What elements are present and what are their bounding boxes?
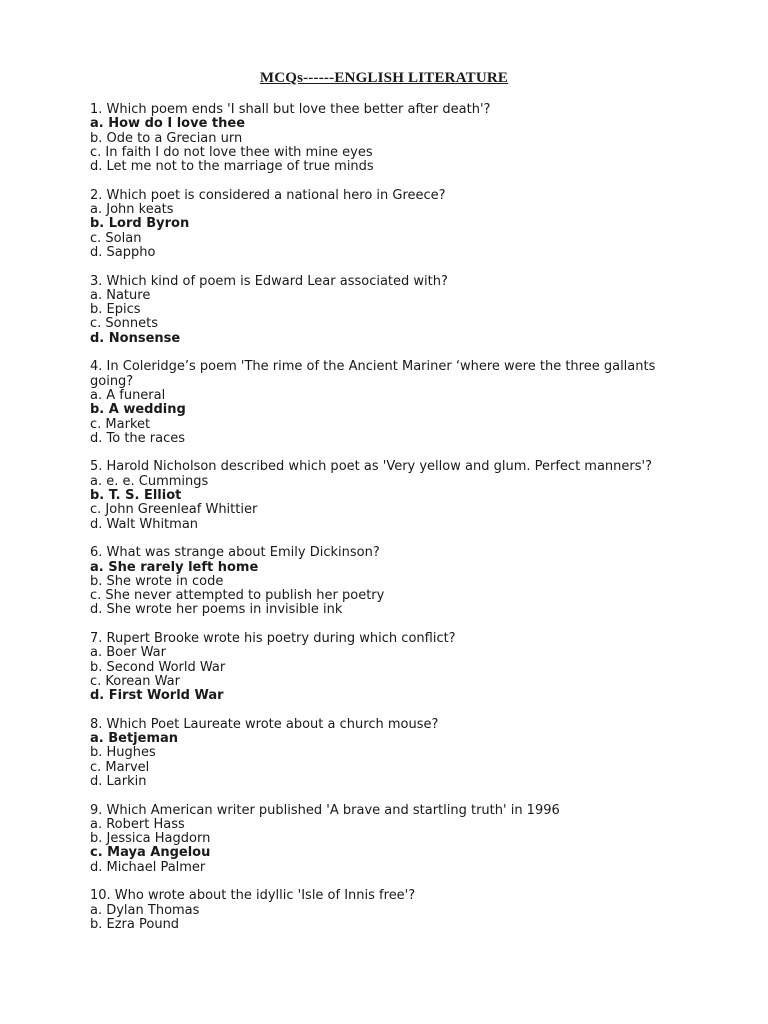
correct-answer-option: c. Maya Angelou bbox=[90, 845, 211, 861]
answer-option: c. Sonnets bbox=[90, 316, 158, 332]
answer-option: c. Marvel bbox=[90, 759, 150, 775]
question-text: 6. What was strange about Emily Dickinson? bbox=[90, 545, 380, 561]
question-text: 2. Which poet is considered a national hero in Greece? bbox=[90, 187, 446, 203]
question-text: 4. In Coleridge’s poem 'The rime of the Ancient Mariner ‘where were the three gallants going? bbox=[90, 359, 656, 389]
answer-option: b. Hughes bbox=[90, 745, 156, 761]
question-block bbox=[90, 889, 678, 932]
question-text: 3. Which kind of poem is Edward Lear associated with? bbox=[90, 273, 448, 289]
question-block bbox=[90, 632, 678, 703]
question-block bbox=[90, 804, 678, 875]
answer-option: a. A funeral bbox=[90, 387, 166, 403]
question-block bbox=[90, 103, 678, 174]
correct-answer-option: d. Nonsense bbox=[90, 330, 181, 346]
answer-option: b. Jessica Hagdorn bbox=[90, 831, 211, 847]
question-text: 1. Which poem ends 'I shall but love thee better after death'? bbox=[90, 102, 491, 117]
answer-option: c. She never attempted to publish her poetry bbox=[90, 588, 385, 604]
answer-option: c. John Greenleaf Whittier bbox=[90, 502, 258, 518]
answer-option: d. Let me not to the marriage of true minds bbox=[90, 159, 374, 175]
document-title: MCQs------ENGLISH LITERATURE bbox=[259, 70, 509, 86]
question-text: 5. Harold Nicholson described which poet as 'Very yellow and glum. Perfect manners'? bbox=[90, 459, 652, 475]
answer-option: b. She wrote in code bbox=[90, 573, 224, 589]
answer-option: c. In faith I do not love thee with mine eyes bbox=[90, 144, 373, 160]
answer-option: b. Ode to a Grecian urn bbox=[90, 130, 243, 146]
answer-option: a. Robert Hass bbox=[90, 816, 185, 832]
answer-option: d. Sappho bbox=[90, 244, 156, 260]
question-block bbox=[90, 360, 678, 446]
answer-option: c. Korean War bbox=[90, 673, 180, 689]
answer-option: d. Michael Palmer bbox=[90, 859, 206, 875]
correct-answer-option: a. Betjeman bbox=[90, 731, 179, 747]
question-text: 9. Which American writer published 'A brave and startling truth' in 1996 bbox=[90, 802, 560, 818]
correct-answer-option: b. Lord Byron bbox=[90, 216, 190, 232]
answer-option: b. Epics bbox=[90, 302, 141, 318]
answer-option: d. Walt Whitman bbox=[90, 516, 199, 532]
answer-option: a. e. e. Cummings bbox=[90, 473, 209, 489]
answer-option: b. Ezra Pound bbox=[90, 916, 180, 932]
answer-option: c. Market bbox=[90, 416, 151, 432]
answer-option: a. Dylan Thomas bbox=[90, 902, 200, 918]
correct-answer-option: d. First World War bbox=[90, 688, 224, 704]
question-block bbox=[90, 718, 678, 789]
question-block bbox=[90, 189, 678, 260]
correct-answer-option: a. How do I love thee bbox=[90, 116, 246, 132]
answer-option: d. She wrote her poems in invisible ink bbox=[90, 602, 343, 618]
answer-option: a. Nature bbox=[90, 287, 151, 303]
question-block bbox=[90, 275, 678, 346]
question-block bbox=[90, 546, 678, 617]
correct-answer-option: b. A wedding bbox=[90, 402, 186, 418]
answer-option: d. Larkin bbox=[90, 773, 147, 789]
answer-option: b. Second World War bbox=[90, 659, 226, 675]
correct-answer-option: b. T. S. Elliot bbox=[90, 488, 182, 504]
correct-answer-option: a. She rarely left home bbox=[90, 559, 259, 575]
question-text: 8. Which Poet Laureate wrote about a church mouse? bbox=[90, 716, 439, 732]
question-list bbox=[90, 103, 678, 932]
answer-option: c. Solan bbox=[90, 230, 142, 246]
question-text: 7. Rupert Brooke wrote his poetry during which conflict? bbox=[90, 630, 456, 646]
answer-option: a. Boer War bbox=[90, 645, 166, 661]
answer-option: a. John keats bbox=[90, 202, 174, 218]
answer-option: d. To the races bbox=[90, 430, 186, 446]
question-text: 10. Who wrote about the idyllic 'Isle of Innis free'? bbox=[90, 888, 416, 904]
question-block bbox=[90, 460, 678, 531]
